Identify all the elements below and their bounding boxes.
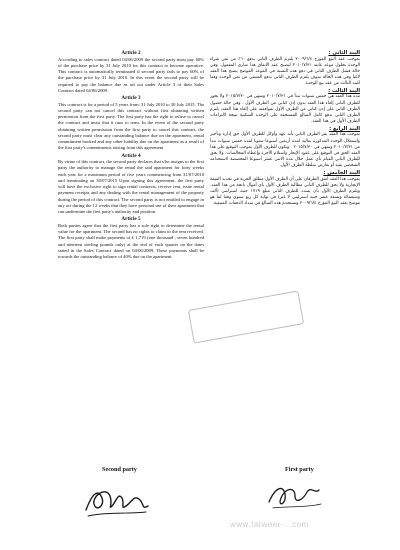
english-column: [58, 50, 204, 261]
clause-3-body: مدة هذا العقد هي خمس سنوات تبدأ في ٢٠١٠/٧/٣١ وتنتهي في ٢٠١٥/٧/٣٠ ولا يجوز للطرف الثاني إلغاء هذا العقد بدون إذن كتابي من الطرف الأول . وفي حالة حصول الطرف الثاني على إذن كتابي من الطرف الأول بموافقته على إلغاء هذا العقد، يلتزم الطرف الثاني بدفع كامل المبالغ المستحقة على الوحدة السكنية نتيجة لالتزامات الطرف الأول في هذا العقد.: [210, 94, 360, 124]
article-5-title: Article 5: [121, 216, 141, 223]
watermark: www.tatweer-...com: [230, 520, 309, 529]
clause-2-body: بموجب عقد البيع المؤرخ ٢٠٠٩/٦/٤ يلتزم الطرف الثاني بدفع ٦٠٪ من ثمن شراء الوحدة بحلول موعد غايته ٢٠١٠/٧/٣١ ليصبح عقد الاتفاق هذا ساري المفعول. وفي حالة فشل الطرف الثاني في دفع هذه النسبة في الموعد الموضح يصبح هذا العقد لاغيا وفي هذه الحالة سوف يلتزم الطرف الثاني بدفع المتبقي من ثمن الوحدة وفقا للبند الثالث من عقد بيع الوحدة.: [210, 56, 361, 86]
article-5-body: Both parties agree that the first party has a sole right to determine the rental value for the apartment. The second has no rights to claim to the rent received. The first party shall make payments of £ 1,719 (one thousand , seven hundred and nineteen sterling pounds only) at the end of each quarter on the dates stated in the Sales Contract dated on 04/06/2009. These payments shall be towards the outstanding balance of 40% due on the apartment.: [58, 222, 204, 259]
article-2-title: Article 2: [121, 50, 141, 56]
article-4-body: By virtue of this contract, the second party declares that s/he assigns to the first party the authority to manage the rental the said apartment for forty weeks each year for a maximum period of five years commencing from 31/07/2010 and terminating on 30/07/2015 Upon signing this agreement, the first party will have the exclusive right to sign rental contracts, receive rent, issue rental payment receipts and any dealing with the rental management of the property during the period of this contract. The second party is not entitled to engage in any act during the 12 weeks that they have personal use of their apartment that can undermine the first party's authority and position.: [58, 159, 204, 214]
first-party-label: First party: [285, 466, 314, 473]
article-2-body: According to sales contract dated 04/06/2009 the second party must pay 60% of the purchase price by 31 July 2010 for this contract to become operative. This contract is automatically terminated if second party fails to pay 60% of the purchase price by 31 July 2010. In this event the second party will be required to pay the balance due as set out under Article 3 of their Sales Contract dated 04/06/2009.: [58, 56, 204, 93]
article-3-title: Article 3: [121, 95, 141, 101]
article-3-body: This contract is for a period of 5 years from: 31 July 2010 to 30 July 2015. The second party can not cancel this contract without first obtaining written permission from the first party. The first party has the right to refuse to cancel the contract and insist that it runs to term. In the event of the second party obtaining written permission from the first party to cancel this contract, the second party must clear any outstanding balance due on the apartment, rental commitment booked and any other liability due on the apartment as a result of the first party's commitments arising from this agreement: [58, 101, 204, 151]
clause-3-title: البند الثالث :: [328, 87, 360, 94]
clause-5-body: بموجب هذا العقد اتفق الطرفان على أن الطرف الأول مطلق الحرية في تحديد القيمة الإيجارية ولا يحق للطرف الثاني مطالبة الطرف الأول بأي أموال ناتجة من هذا العقد. ويلتزم الطرف الأول بأن يسدد للطرف الثاني مبلغ ١٧١٩ جنيه استرليني (ألف وسبعمائة وتسعة عشر جنيه استرليني لا غير) في نهاية كل ربع سنوي وفقا لما هو موضح بعقد البيع المؤرخ ٢٠٠٩/٦/٤ وتستخدم هذه المبالغ في سداد الدفعات المتبقية.: [210, 176, 360, 206]
second-party-signature: [82, 476, 152, 522]
clause-4-body: بموجب هذا العقد يقر الطرف الثاني بأنه عهد وأوكل للطرف الأول حق إدارة وتأجير واستغلال الوحدة المذكورة بعاليه لمدة أربعين أسبوعا سنويا لمدة خمس سنوات تبدأ من ٢٠١٠/٧/٣١ وتنتهي في ٢٠١٥/٧/٣٠ . ويكون للطرف الأول بموجب التوقيع على هذا العقد الحق في التوقيع على عقود الإيجار واستلام الأجرة وإعطاء المخالصات. ولا يحق للطرف الثاني القيام بأي عمل خلال مدة الاثني عشر أسبوعا المخصصة لاستخدامه الشخصي يقيد أو يعارض سلطة الطرف الأول.: [210, 132, 360, 168]
arabic-column: [210, 50, 360, 208]
clause-5-title: البند الخامس :: [323, 170, 360, 176]
article-4-title: Article 4: [121, 152, 141, 159]
clause-4-title: البند الرابع :: [329, 125, 360, 132]
clause-2-title: البند الثاني :: [328, 50, 360, 56]
company-stamp: [188, 291, 304, 344]
first-party-signature: [265, 478, 325, 518]
second-party-label: Second party: [102, 466, 137, 473]
